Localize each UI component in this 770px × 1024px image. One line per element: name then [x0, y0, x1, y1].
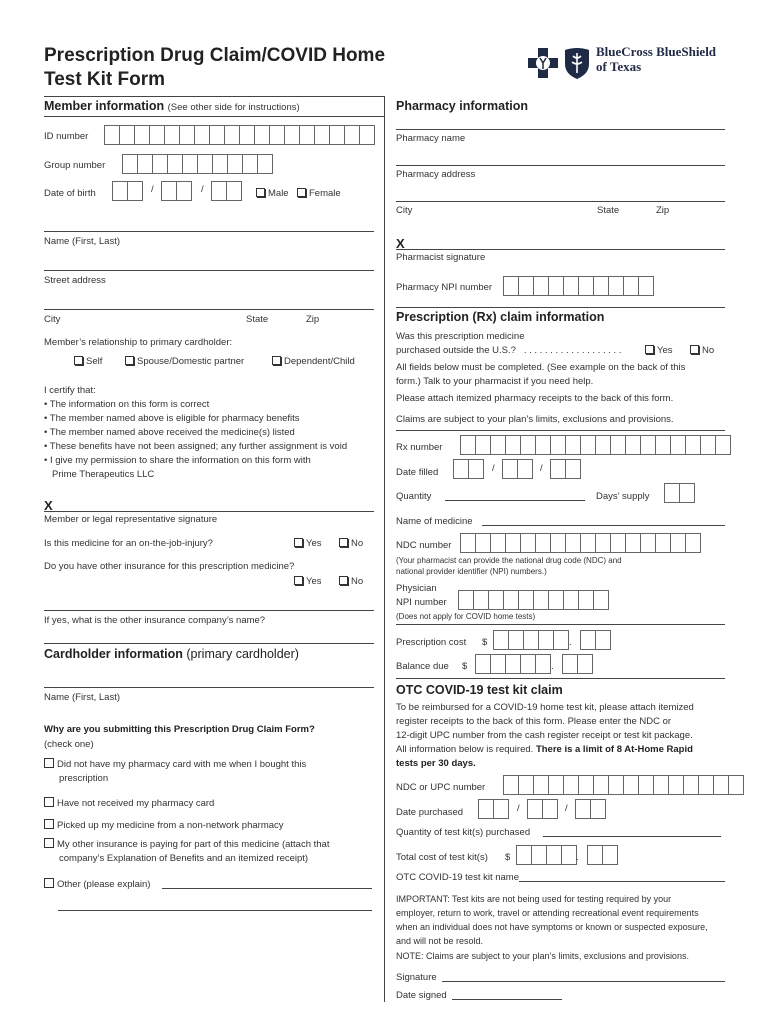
cost-dollars-field[interactable]: [493, 630, 569, 650]
other-ins-yes-label: Yes: [306, 576, 322, 587]
member-name-label: Name (First, Last): [44, 236, 121, 247]
otc-instructions-line: [396, 743, 694, 757]
reason-3-label: Picked up my medicine from a non-network pharmacy: [57, 820, 284, 831]
member-top-rule: [44, 96, 384, 97]
member-state-label: State: [246, 314, 269, 325]
rx-number-field[interactable]: [460, 435, 731, 455]
dependent-label: Dependent/Child: [284, 356, 355, 367]
quantity-label: Quantity: [396, 491, 432, 502]
date-filled-day[interactable]: [502, 459, 533, 479]
otc-claims-note: NOTE: Claims are subject to your plan’s limits, exclusions and provisions.: [396, 951, 689, 961]
total-decimal: .: [576, 852, 579, 863]
pharmacy-name-line[interactable]: [396, 129, 725, 130]
ndc-note-line-1: (Your pharmacist can provide the national drug code (NDC) and: [396, 556, 622, 565]
balance-decimal: .: [551, 661, 554, 672]
logo-line-1: BlueCross BlueShield: [596, 44, 717, 59]
pharmacy-zip-label: Zip: [656, 205, 670, 216]
days-supply-label: Days’ supply: [596, 491, 650, 502]
dependent-option[interactable]: [272, 356, 355, 367]
date-purchased-year[interactable]: [575, 799, 606, 819]
check-one-label: (check one): [44, 739, 94, 750]
reason-4-label: My other insurance is paying for part of this medicine (attach that: [57, 839, 330, 850]
relationship-label: Member’s relationship to primary cardholder:: [44, 337, 233, 348]
important-note: [396, 892, 708, 948]
otc-heading: OTC COVID-19 test kit claim: [396, 683, 563, 697]
member-signature-label: Member or legal representative signature: [44, 514, 218, 525]
rx-top-rule: [396, 307, 725, 308]
prescription-cost-label: Prescription cost: [396, 637, 467, 648]
member-heading: [44, 99, 300, 113]
blue-cross-icon: [526, 46, 560, 80]
rx-attach-note: Please attach itemized pharmacy receipts to the back of this form.: [396, 393, 674, 404]
member-signature-line[interactable]: [44, 511, 374, 512]
otc-instructions: [396, 701, 694, 771]
spouse-label: Spouse/Domestic partner: [137, 356, 245, 367]
cardholder-name-line[interactable]: [44, 687, 374, 688]
dob-slash-1: /: [151, 184, 154, 195]
self-option[interactable]: [74, 356, 102, 367]
outside-no[interactable]: [690, 345, 714, 356]
balance-due-label: Balance due: [396, 661, 449, 672]
rx-heading: Prescription (Rx) claim information: [396, 310, 605, 324]
outside-yes-label: Yes: [657, 345, 673, 356]
pharmacist-signature-label: Pharmacist signature: [396, 252, 486, 263]
date-purchased-slash-1: /: [517, 803, 520, 814]
group-number-field[interactable]: [122, 154, 273, 174]
medicine-name-line[interactable]: [482, 525, 725, 526]
kit-name-line[interactable]: [519, 881, 725, 882]
leader-dots: . . . . . . . . . . . . . . . . . . .: [523, 345, 622, 356]
dob-slash-2: /: [201, 184, 204, 195]
self-checkbox[interactable]: [74, 356, 83, 365]
date-purchased-day[interactable]: [527, 799, 558, 819]
otc-quantity-label: Quantity of test kit(s) purchased: [396, 827, 531, 838]
otc-instructions-line: 12-digit UPC number from the cash register receipt or test kit package.: [396, 730, 693, 741]
reason-5-label: Other (please explain): [57, 879, 151, 890]
spouse-option[interactable]: [125, 356, 244, 367]
reason-3[interactable]: [44, 819, 284, 831]
other-ins-no-checkbox[interactable]: [339, 576, 348, 585]
group-number-label: Group number: [44, 160, 106, 171]
otc-instructions-line: [396, 757, 694, 771]
certify-item: • The information on this form is correct: [44, 399, 210, 410]
city-line[interactable]: [44, 309, 374, 310]
cost-dollar: $: [482, 637, 488, 648]
male-checkbox[interactable]: [256, 188, 265, 197]
outside-yes[interactable]: [645, 345, 673, 356]
date-filled-month[interactable]: [453, 459, 484, 479]
certify-item: • The member named above is eligible for pharmacy benefits: [44, 413, 300, 424]
pharmacy-state-label: State: [597, 205, 620, 216]
member-heading-note: (See other side for instructions): [167, 102, 300, 113]
pharmacy-npi-label: Pharmacy NPI number: [396, 282, 493, 293]
injury-no[interactable]: [339, 538, 363, 549]
cardholder-name-label: Name (First, Last): [44, 692, 121, 703]
female-label: Female: [309, 188, 341, 199]
important-note-line: and will not be resold.: [396, 936, 484, 946]
date-purchased-month[interactable]: [478, 799, 509, 819]
date-filled-slash-2: /: [540, 463, 543, 474]
other-ins-yes[interactable]: [294, 576, 322, 587]
member-city-label: City: [44, 314, 61, 325]
rx-note-1: All fields below must be completed. (See example on the back of this: [396, 362, 686, 373]
outside-us-question-1: Was this prescription medicine: [396, 331, 525, 342]
otc-instructions-line: register receipts to the back of this form. Please enter the NDC or: [396, 716, 672, 727]
other-explain-line[interactable]: [162, 888, 372, 889]
rx-subject-note: Claims are subject to your plan’s limits, exclusions and provisions.: [396, 414, 674, 425]
physician-label-line-2: NPI number: [396, 597, 447, 608]
title-line-2: Test Kit Form: [44, 69, 166, 90]
total-dollars-field[interactable]: [516, 845, 577, 865]
outside-no-checkbox[interactable]: [690, 345, 699, 354]
reason-1-checkbox[interactable]: [44, 758, 54, 768]
rx-cost-divider: [396, 624, 725, 625]
pharmacy-address-line[interactable]: [396, 165, 725, 166]
other-ins-yes-checkbox[interactable]: [294, 576, 303, 585]
member-sig-x: X: [44, 498, 53, 513]
pharmacy-city-label: City: [396, 205, 413, 216]
otc-limit-text-cont: tests per 30 days.: [396, 758, 476, 769]
logo-line-2: of Texas: [596, 59, 642, 74]
reason-3-checkbox[interactable]: [44, 819, 54, 829]
other-insurance-question: Do you have other insurance for this prescription medicine?: [44, 561, 295, 572]
other-explain-line-2[interactable]: [58, 910, 372, 911]
total-cents-field[interactable]: [587, 845, 618, 865]
pharmacy-city-line[interactable]: [396, 201, 725, 202]
reason-5[interactable]: [44, 878, 150, 890]
blue-shield-icon: [564, 46, 590, 80]
certify-item: • I give my permission to share the information on this form with: [44, 455, 311, 466]
important-note-line: IMPORTANT: Test kits are not being used for testing required by your: [396, 894, 672, 904]
ndc-label: NDC number: [396, 540, 452, 551]
certify-list: [44, 398, 347, 482]
reason-4-label-cont: company’s Explanation of Benefits and an itemized receipt): [59, 853, 309, 864]
cardholder-top-rule: [44, 643, 374, 644]
reason-2-checkbox[interactable]: [44, 797, 54, 807]
page-title: [44, 44, 385, 92]
spouse-checkbox[interactable]: [125, 356, 134, 365]
balance-cents-field[interactable]: [562, 654, 593, 674]
reason-2[interactable]: [44, 797, 214, 809]
pharmacist-sig-x: X: [396, 236, 405, 251]
balance-dollars-field[interactable]: [475, 654, 551, 674]
member-zip-label: Zip: [306, 314, 320, 325]
reason-1[interactable]: [44, 758, 306, 786]
certify-item: • These benefits have not been assigned; any further assignment is void: [44, 441, 348, 452]
rx-number-label: Rx number: [396, 442, 443, 453]
ndc-upc-field[interactable]: [503, 775, 744, 795]
cardholder-heading-note: (primary cardholder): [186, 647, 299, 661]
otc-required-text: All information below is required.: [396, 744, 534, 755]
other-ins-name-label: If yes, what is the other insurance company’s name?: [44, 615, 266, 626]
balance-dollar: $: [462, 661, 468, 672]
injury-no-checkbox[interactable]: [339, 538, 348, 547]
outside-us-question-2-text: purchased outside the U.S.?: [396, 345, 516, 356]
dependent-checkbox[interactable]: [272, 356, 281, 365]
female-checkbox[interactable]: [297, 188, 306, 197]
physician-label-line-1: Physician: [396, 583, 437, 594]
id-number-field[interactable]: [104, 125, 375, 145]
other-ins-no[interactable]: [339, 576, 363, 587]
member-heading-rule: [44, 116, 384, 117]
injury-yes-label: Yes: [306, 538, 322, 549]
pharmacist-signature-line[interactable]: [396, 249, 725, 250]
date-signed-label: Date signed: [396, 990, 447, 1001]
reason-4[interactable]: [44, 838, 329, 866]
injury-question: Is this medicine for an on-the-job-injury?: [44, 538, 213, 549]
cost-cents-field[interactable]: [580, 630, 611, 650]
important-note-line: when an individual does not have symptoms or known or suspected exposure,: [396, 922, 708, 932]
covid-not-apply-note: (Does not apply for COVID home tests): [396, 612, 536, 621]
cost-decimal: .: [569, 637, 572, 648]
rx-divider: [396, 430, 725, 431]
injury-yes-checkbox[interactable]: [294, 538, 303, 547]
total-cost-label: Total cost of test kit(s): [396, 852, 488, 863]
pharmacy-name-label: Pharmacy name: [396, 133, 466, 144]
otc-quantity-line[interactable]: [543, 836, 721, 837]
reason-5-checkbox[interactable]: [44, 878, 54, 888]
physician-npi-field[interactable]: [458, 590, 609, 610]
ndc-upc-label: NDC or UPC number: [396, 782, 486, 793]
dob-label: Date of birth: [44, 188, 96, 199]
female-option[interactable]: [297, 188, 341, 199]
physician-npi-label: [396, 582, 447, 610]
outside-yes-checkbox[interactable]: [645, 345, 654, 354]
dob-year-field[interactable]: [211, 181, 242, 201]
column-divider: [384, 96, 385, 1002]
days-supply-field[interactable]: [664, 483, 695, 503]
pharmacy-npi-field[interactable]: [503, 276, 654, 296]
injury-yes[interactable]: [294, 538, 322, 549]
total-dollar: $: [505, 852, 511, 863]
quantity-line[interactable]: [445, 500, 585, 501]
date-filled-slash-1: /: [492, 463, 495, 474]
outside-no-label: No: [702, 345, 715, 356]
otc-top-rule: [396, 678, 725, 679]
ndc-note: [396, 555, 622, 577]
self-label: Self: [86, 356, 103, 367]
why-question: Why are you submitting this Prescription Drug Claim Form?: [44, 724, 315, 735]
date-filled-year[interactable]: [550, 459, 581, 479]
street-line[interactable]: [44, 270, 374, 271]
reason-2-label: Have not received my pharmacy card: [57, 798, 215, 809]
male-label: Male: [268, 188, 289, 199]
dob-month-field[interactable]: [112, 181, 143, 201]
date-filled-label: Date filled: [396, 467, 439, 478]
outside-us-question-2: [396, 345, 621, 356]
otc-instructions-line: To be reimbursed for a COVID-19 home test kit, please attach itemized: [396, 702, 694, 713]
certify-item: Prime Therapeutics LLC: [52, 469, 155, 480]
cardholder-heading-text: Cardholder information: [44, 647, 183, 661]
otc-limit-text: There is a limit of 8 At-Home Rapid: [535, 744, 693, 755]
injury-no-label: No: [351, 538, 364, 549]
medicine-name-label: Name of medicine: [396, 516, 473, 527]
ndc-field[interactable]: [460, 533, 701, 553]
male-option[interactable]: [256, 188, 289, 199]
dob-day-field[interactable]: [161, 181, 192, 201]
kit-name-label: OTC COVID-19 test kit name: [396, 872, 520, 883]
street-label: Street address: [44, 275, 106, 286]
ndc-note-line-2: national provider identifier (NPI) numbers.): [396, 567, 547, 576]
pharmacy-heading: Pharmacy information: [396, 99, 528, 113]
title-line-1: Prescription Drug Claim/COVID Home: [44, 45, 386, 66]
bcbs-logo: [524, 42, 734, 82]
other-ins-no-label: No: [351, 576, 364, 587]
logo-text: [596, 44, 716, 74]
date-purchased-slash-2: /: [565, 803, 568, 814]
cardholder-heading: [44, 647, 299, 661]
reason-1-label: Did not have my pharmacy card with me when I bought this: [57, 759, 307, 770]
date-signed-line[interactable]: [452, 999, 562, 1000]
member-heading-text: Member information: [44, 99, 165, 113]
reason-1-label-cont: prescription: [59, 773, 109, 784]
pharmacy-address-label: Pharmacy address: [396, 169, 476, 180]
reason-4-checkbox[interactable]: [44, 838, 54, 848]
other-ins-name-line[interactable]: [44, 610, 374, 611]
id-number-label: ID number: [44, 131, 89, 142]
rx-note-2: form.) Talk to your pharmacist if you need help.: [396, 376, 594, 387]
date-purchased-label: Date purchased: [396, 807, 464, 818]
name-line[interactable]: [44, 231, 374, 232]
certify-item: • The member named above received the medicine(s) listed: [44, 427, 295, 438]
otc-signature-label: Signature: [396, 972, 437, 983]
otc-signature-line[interactable]: [442, 981, 725, 982]
important-note-line: employer, return to work, travel or attending recreational event requirements: [396, 908, 699, 918]
certify-label: I certify that:: [44, 385, 96, 396]
